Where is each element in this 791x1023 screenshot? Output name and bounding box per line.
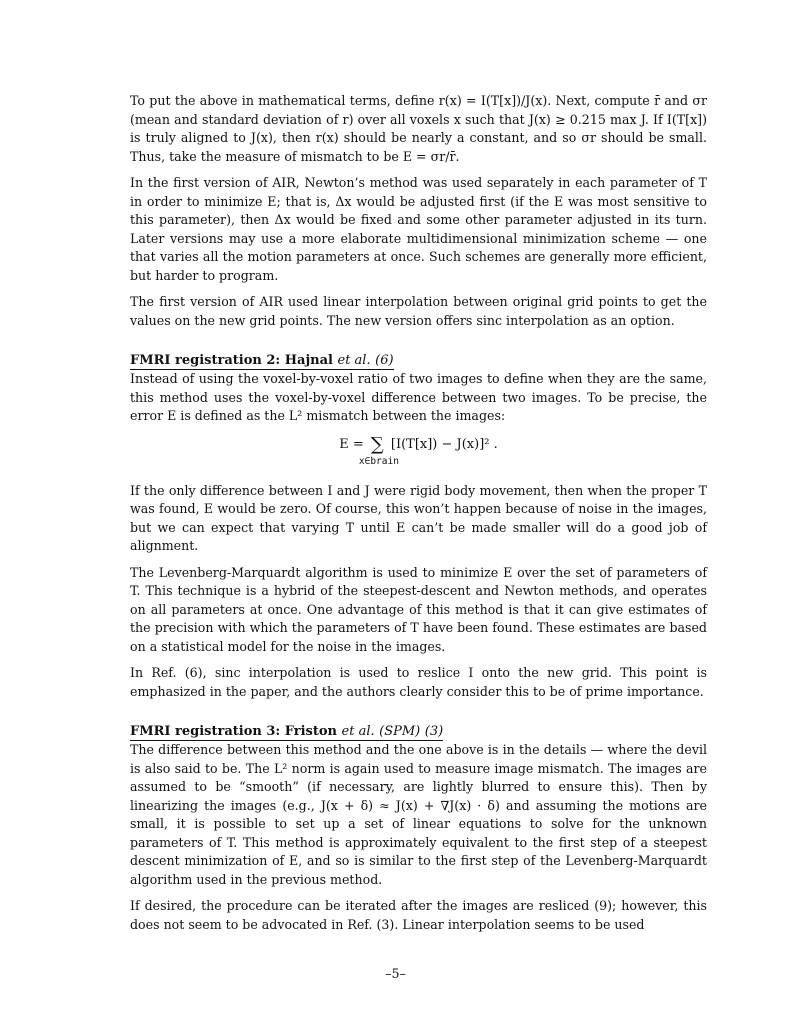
section-heading-friston [130, 723, 443, 741]
paragraph: The Levenberg-Marquardt algorithm is used to minimize E over the set of parameters of T. This technique is a hybrid of the steepest-descent and Newton methods, and operates on all parameters at once. One advantage of this method is that it can give estimates of the precision with which the parameters of T have been found. These estimates are based on a statistical model for the noise in the images. [130, 564, 707, 654]
paragraph: To put the above in mathematical terms, define r(x) = I(T[x])/J(x). Next, compute r̄ and σr (mean and standard deviation of r) over all voxels x such that J(x) ≥ 0.215 max J. If I(T[x]) is truly aligned to J(x), then r(x) should be nearly a constant, and so σr should be small. Thus, take the measure of mismatch to be E = σr/r̄. [130, 93, 707, 164]
heading-etal: et al. [341, 724, 375, 739]
page-body [130, 92, 707, 942]
heading-text: FMRI registration 2: Hajnal [130, 353, 333, 368]
summation-symbol: ∑ x∈brain [358, 433, 399, 467]
heading-ref: (6) [375, 353, 394, 368]
heading-text: FMRI registration 3: Friston [130, 724, 337, 739]
paragraph: In the first version of AIR, Newton’s method was used separately in each parameter of T in order to minimize E; that is, Δx would be adjusted first (if the E was most sensitive to this parameter), then Δx would be fixed and some other parameter adjusted in its turn. Later versions may use a more elaborate multidimensional minimization scheme — one that varies all the motion parameters at once. Such schemes are generally more efficient, but harder to program. [130, 175, 707, 283]
paragraph: The first version of AIR used linear interpolation between original grid points to get the values on the new grid points. The new version offers sinc interpolation as an option. [130, 294, 707, 328]
paragraph: The difference between this method and the one above is in the details — where the devil is also said to be. The L² norm is again used to measure image mismatch. The images are assumed to be “smooth” (if necessary, are lightly blurred to ensure this). Then by linearizing the images (e.g., J(x + δ) ≈ J(x) + ∇J(x) · δ) and assuming the motions are small, it is possible to set up a set of linear equations to solve for the unknown parameters of T. This method is approximately equivalent to the first step of a steepest descent minimization of E, and so is similar to the first step of the Levenberg-Marquardt algorithm used in the previous method. [130, 742, 707, 887]
equation [130, 434, 707, 470]
paragraph: Instead of using the voxel-by-voxel ratio of two images to define when they are the same, this method uses the voxel-by-voxel difference between two images. To be precise, the error E is defined as the L² mismatch between the images: [130, 371, 707, 423]
equation-lhs: E = [339, 436, 364, 452]
heading-ref: (3) [424, 724, 444, 739]
heading-spm: (SPM) [379, 724, 421, 739]
page-number: –5– [385, 966, 406, 981]
paragraph: If desired, the procedure can be iterated after the images are resliced (9); however, this does not seem to be advocated in Ref. (3). Linear interpolation seems to be used [130, 898, 707, 932]
equation-rhs: [I(T[x]) − J(x)]² . [390, 436, 498, 452]
paragraph: In Ref. (6), sinc interpolation is used to reslice I onto the new grid. This point is emphasized in the paper, and the authors clearly consider this to be of prime importance. [130, 665, 707, 699]
summation-subscript: x∈brain [358, 455, 399, 467]
heading-etal: et al. [337, 353, 371, 368]
section-heading-hajnal [130, 352, 394, 370]
paragraph: If the only difference between I and J were rigid body movement, then when the proper T was found, E would be zero. Of course, this won’t happen because of noise in the images, but we can expect that varying T until E can’t be made smaller will do a good job of alignment. [130, 482, 707, 553]
